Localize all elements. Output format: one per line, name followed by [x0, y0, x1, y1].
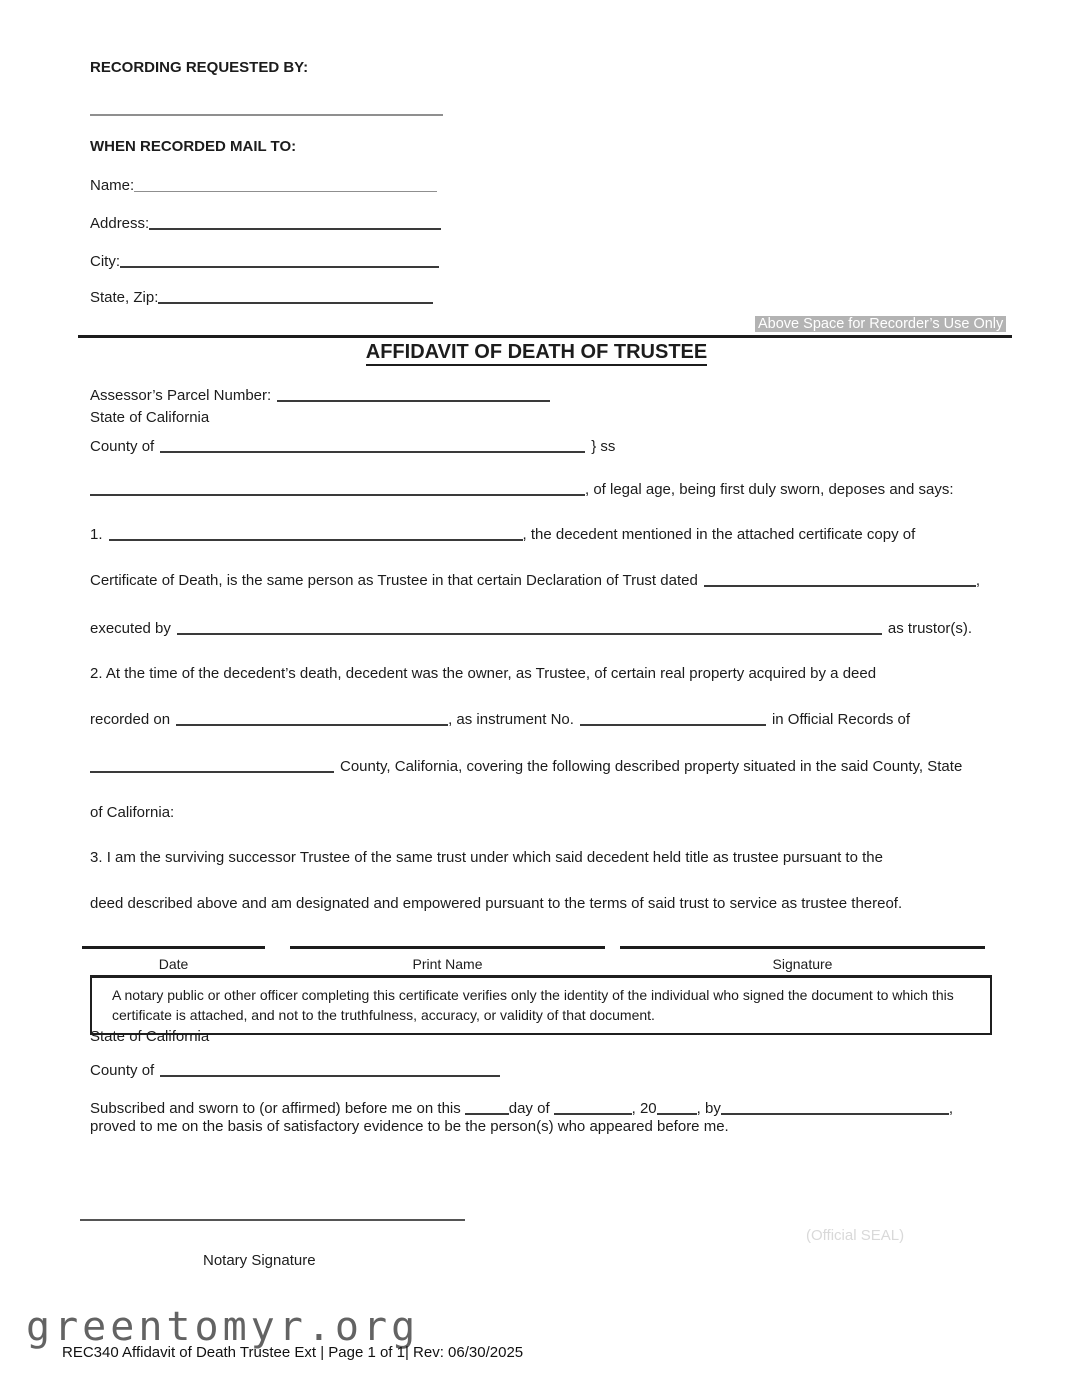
mail-to-city-row	[90, 253, 439, 270]
item1-line2	[90, 572, 980, 589]
mail-to-state-zip-field[interactable]	[158, 289, 433, 304]
document-title: AFFIDAVIT OF DEATH OF TRUSTEE	[366, 341, 707, 366]
item3-line2: deed described above and am designated and empowered pursuant to the terms of said trust to service as trustee thereof.	[90, 895, 903, 912]
trust-date-field[interactable]	[704, 572, 976, 587]
official-seal-placeholder: (Official SEAL)	[806, 1227, 905, 1244]
item1-line3	[90, 620, 972, 637]
decedent-name-field[interactable]	[109, 526, 523, 541]
affidavit-county-field[interactable]	[160, 438, 585, 453]
item2-line4: of California:	[90, 804, 175, 821]
watermark: greentomyr.org	[26, 1304, 420, 1350]
recorded-date-field[interactable]	[176, 711, 448, 726]
affidavit-county-row	[90, 438, 615, 455]
mail-to-city-label: City:	[90, 253, 120, 270]
jurat-year-field[interactable]	[657, 1100, 697, 1115]
records-county-field[interactable]	[90, 758, 334, 773]
mail-to-state-zip-label: State, Zip:	[90, 289, 159, 306]
item1-number: 1.	[90, 526, 103, 543]
signature-label: Signature	[772, 956, 833, 972]
notary-county-field[interactable]	[160, 1062, 500, 1077]
deponent-row	[90, 481, 954, 498]
print-name-label: Print Name	[412, 956, 483, 972]
item3-line1	[90, 849, 883, 866]
item3-number: 3.	[90, 849, 103, 866]
item1-line2-comma: ,	[975, 572, 980, 589]
instrument-no-field[interactable]	[580, 711, 766, 726]
document-title-row	[0, 341, 1073, 364]
apn-field[interactable]	[277, 387, 550, 402]
notary-county-row	[90, 1062, 500, 1079]
jurat-day-field[interactable]	[465, 1100, 509, 1115]
recording-requested-by-heading: RECORDING REQUESTED BY:	[90, 59, 309, 76]
jurat-affiant-field[interactable]	[721, 1100, 949, 1115]
signature-line[interactable]	[620, 946, 985, 949]
jurat-comma-20: , 20	[631, 1100, 657, 1117]
jurat-day-of: day of	[508, 1100, 550, 1117]
instrument-no-label: , as instrument No.	[448, 711, 574, 728]
item2-line3-text: County, California, covering the following described property situated in the said County, State	[340, 758, 963, 775]
deponent-suffix: , of legal age, being first duly sworn, deposes and says:	[585, 481, 954, 498]
item2-line1	[90, 665, 876, 682]
mail-to-name-label: Name:	[90, 177, 135, 194]
affidavit-county-label: County of	[90, 438, 155, 455]
notary-signature-line[interactable]	[80, 1219, 465, 1221]
item2-line2	[90, 711, 910, 728]
deponent-name-field[interactable]	[90, 481, 585, 496]
mail-to-address-label: Address:	[90, 215, 150, 232]
ss-suffix: } ss	[591, 438, 616, 455]
recorders-use-note: Above Space for Recorder’s Use Only	[755, 316, 1006, 332]
notary-disclosure-text: A notary public or other officer completing this certificate verifies only the identity of the individual who signed the document to which this certificate is attached, and not to the truthfulness, accuracy, or validity of that document.	[112, 987, 954, 1024]
item1-line3-text: executed by	[90, 620, 171, 637]
apn-label: Assessor’s Parcel Number:	[90, 387, 272, 404]
footer-doc-info: REC340 Affidavit of Death Trustee Ext | Page 1 of 1| Rev: 06/30/2025	[62, 1344, 524, 1361]
print-name-signature-line[interactable]	[290, 946, 605, 949]
notary-county-label: County of	[90, 1062, 155, 1079]
mail-to-address-field[interactable]	[149, 215, 441, 230]
notary-disclosure-box	[90, 975, 992, 1035]
item1-line1	[90, 526, 915, 543]
jurat-trailing-comma: ,	[948, 1100, 954, 1117]
mail-to-name-field[interactable]	[134, 178, 437, 192]
trustor-name-field[interactable]	[177, 620, 882, 635]
date-signature-line[interactable]	[82, 946, 265, 949]
mail-to-name-row	[90, 177, 437, 194]
item1-line2-text: Certificate of Death, is the same person as Trustee in that certain Declaration of Trust dated	[90, 572, 698, 589]
when-recorded-mail-to-heading: WHEN RECORDED MAIL TO:	[90, 138, 297, 155]
item2-number: 2.	[90, 665, 103, 682]
mail-to-address-row	[90, 215, 441, 232]
recorded-on-label: recorded on	[90, 711, 171, 728]
apn-row	[90, 387, 550, 404]
jurat-prefix: Subscribed and sworn to (or affirmed) before me on this	[90, 1100, 461, 1117]
jurat-line2: proved to me on the basis of satisfactory evidence to be the person(s) who appeared before me.	[90, 1118, 729, 1135]
notary-state-line: State of California	[90, 1028, 210, 1045]
item2-line3	[90, 758, 962, 775]
notary-signature-label: Notary Signature	[203, 1252, 316, 1269]
mail-to-city-field[interactable]	[120, 253, 439, 268]
affidavit-state-line: State of California	[90, 409, 210, 426]
jurat-line1	[90, 1100, 953, 1117]
recording-requested-by-field[interactable]	[90, 114, 443, 116]
item3-text: I am the surviving successor Trustee of the same trust under which said decedent held title as trustee pursuant to the	[106, 849, 883, 866]
date-label: Date	[158, 956, 189, 972]
header-separator-rule	[78, 335, 1012, 338]
item1-line3-suffix: as trustor(s).	[887, 620, 973, 637]
item1-after-blank: , the decedent mentioned in the attached certificate copy of	[522, 526, 916, 543]
official-records-label: in Official Records of	[771, 711, 911, 728]
mail-to-state-zip-row	[90, 289, 433, 306]
jurat-month-field[interactable]	[554, 1100, 632, 1115]
item2-text: At the time of the decedent’s death, decedent was the owner, as Trustee, of certain real property acquired by a deed	[105, 665, 877, 682]
jurat-comma-by: , by	[696, 1100, 721, 1117]
